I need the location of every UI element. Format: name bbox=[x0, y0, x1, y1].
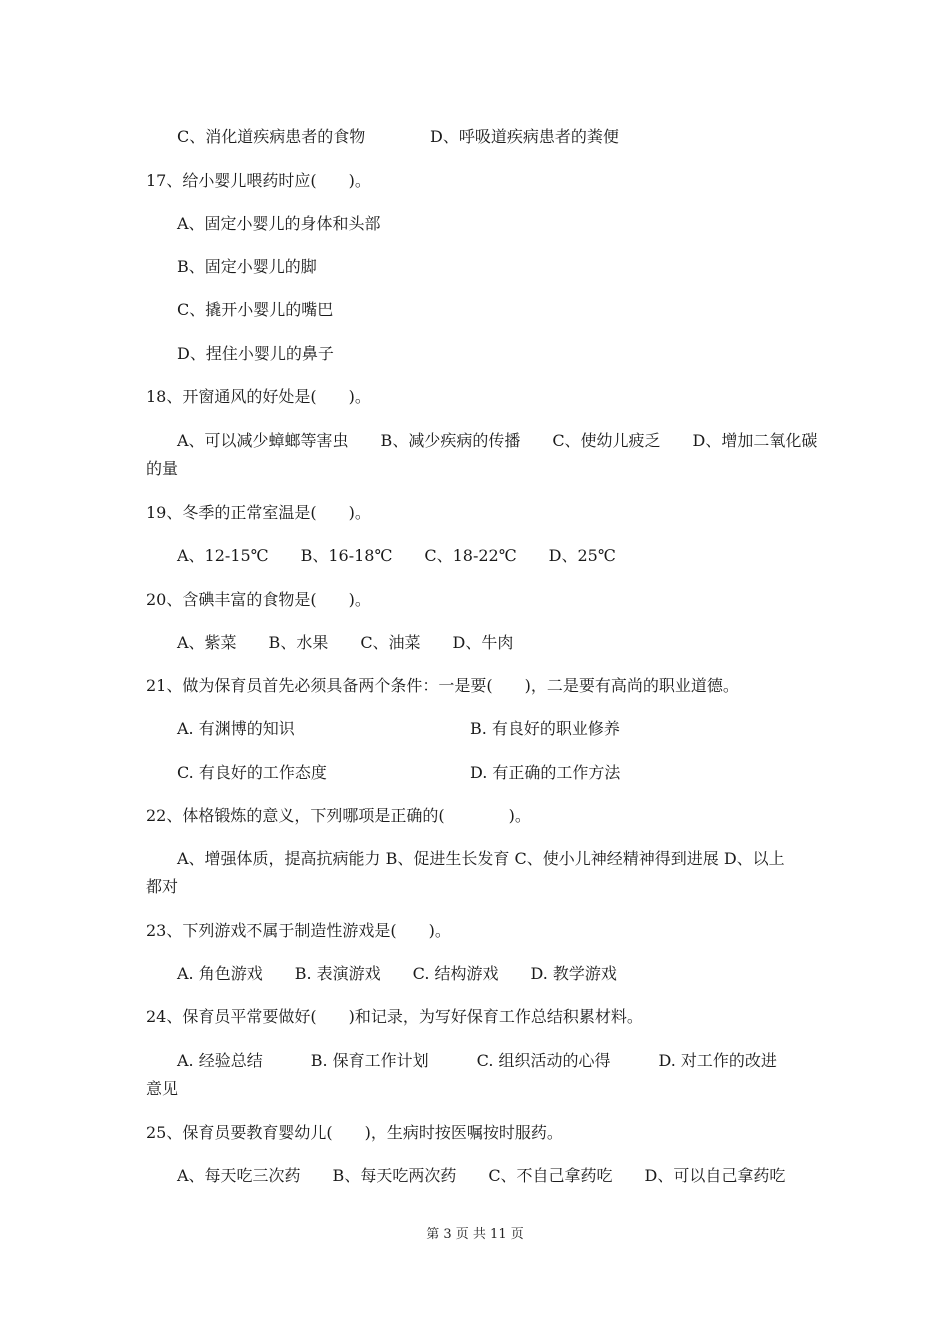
question-22: 22、体格锻炼的意义，下列哪项是正确的( )。 bbox=[146, 806, 531, 825]
q24-options-continued: 意见 bbox=[146, 1079, 179, 1098]
q18-options: A、可以减少蟑螂等害虫 B、减少疾病的传播 C、使幼儿疲乏 D、增加二氧化碳 bbox=[177, 431, 818, 450]
q22-options: A、增强体质，提高抗病能力 B、促进生长发育 C、使小儿神经精神得到进展 D、以上 bbox=[177, 849, 785, 868]
q20-options: A、紫菜 B、水果 C、油菜 D、牛肉 bbox=[177, 633, 514, 652]
page-number-footer: 第 3 页 共 11 页 bbox=[426, 1227, 524, 1242]
question-20: 20、含碘丰富的食物是( )。 bbox=[146, 590, 371, 609]
q23-options: A. 角色游戏 B. 表演游戏 C. 结构游戏 D. 教学游戏 bbox=[177, 964, 617, 983]
q16-option-c: C、消化道疾病患者的食物 bbox=[177, 127, 366, 146]
q22-options-continued: 都对 bbox=[146, 877, 179, 896]
question-17: 17、给小婴儿喂药时应( )。 bbox=[146, 171, 371, 190]
q25-options: A、每天吃三次药 B、每天吃两次药 C、不自己拿药吃 D、可以自己拿药吃 bbox=[177, 1166, 786, 1185]
q18-options-continued: 的量 bbox=[146, 459, 179, 478]
q19-options: A、12-15℃ B、16-18℃ C、18-22℃ D、25℃ bbox=[177, 546, 616, 565]
question-21: 21、做为保育员首先必须具备两个条件：一是要( )，二是要有高尚的职业道德。 bbox=[146, 676, 739, 695]
question-19: 19、冬季的正常室温是( )。 bbox=[146, 503, 371, 522]
q17-option-b: B、固定小婴儿的脚 bbox=[177, 257, 317, 276]
q17-option-a: A、固定小婴儿的身体和头部 bbox=[177, 214, 381, 233]
q21-option-a: A. 有渊博的知识 bbox=[177, 719, 295, 738]
q24-options: A. 经验总结 B. 保育工作计划 C. 组织活动的心得 D. 对工作的改进 bbox=[177, 1051, 777, 1070]
q21-option-c: C. 有良好的工作态度 bbox=[177, 763, 327, 782]
q21-option-b: B. 有良好的职业修养 bbox=[470, 719, 620, 738]
q17-option-d: D、捏住小婴儿的鼻子 bbox=[177, 344, 334, 363]
q17-option-c: C、撬开小婴儿的嘴巴 bbox=[177, 300, 334, 319]
question-25: 25、保育员要教育婴幼儿( )，生病时按医嘱按时服药。 bbox=[146, 1123, 563, 1142]
question-24: 24、保育员平常要做好( )和记录，为写好保育工作总结积累材料。 bbox=[146, 1007, 643, 1026]
q21-option-d: D. 有正确的工作方法 bbox=[470, 763, 621, 782]
question-23: 23、下列游戏不属于制造性游戏是( )。 bbox=[146, 921, 451, 940]
q16-option-d: D、呼吸道疾病患者的粪便 bbox=[430, 127, 619, 146]
question-18: 18、开窗通风的好处是( )。 bbox=[146, 387, 371, 406]
